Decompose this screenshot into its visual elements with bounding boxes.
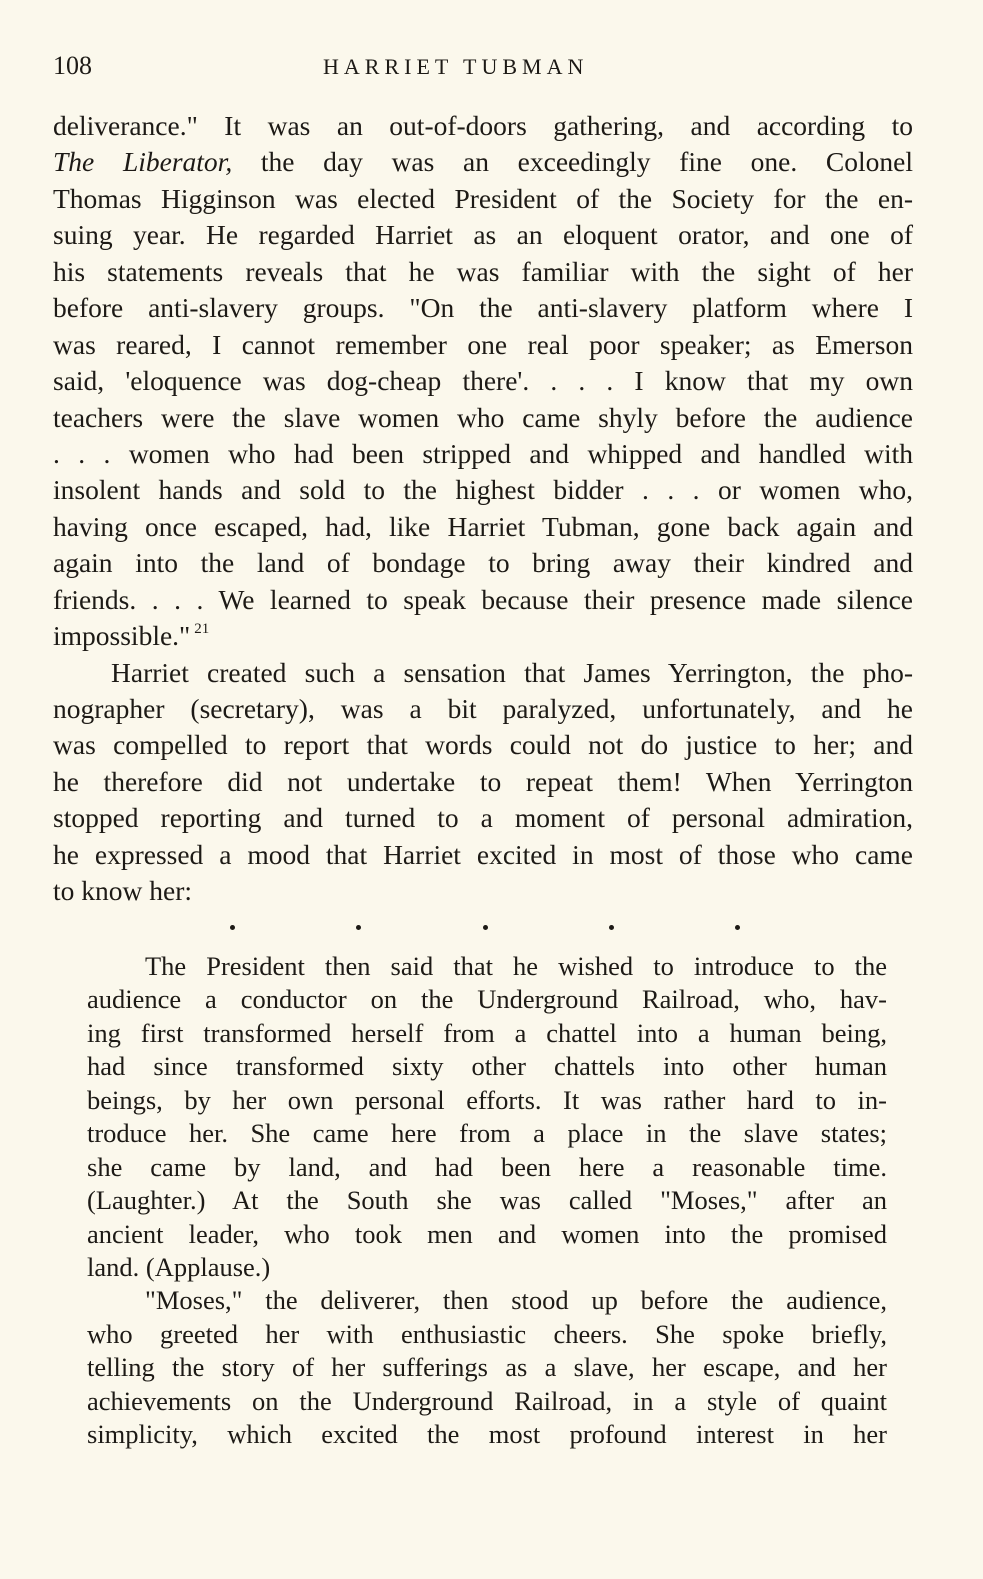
- quote-line: (Laughter.) At the South she was called "Moses," after an: [87, 1185, 887, 1216]
- footnote-reference: 21: [194, 621, 210, 638]
- quote-line: land. (Applause.): [87, 1251, 271, 1282]
- quote-line: who greeted her with enthusiastic cheers. She spoke briefly,: [87, 1318, 887, 1349]
- text-line: nographer (secretary), was a bit paralyzed, unfortunately, and he: [53, 693, 913, 724]
- text-line: stopped reporting and turned to a moment of personal admiration,: [53, 802, 913, 834]
- text-line: his statements reveals that he was familiar with the sight of her: [53, 255, 913, 287]
- text-line: before anti-slavery groups. "On the anti-slavery platform where I: [53, 292, 913, 324]
- dot-ornament: [735, 925, 740, 930]
- quote-line: ancient leader, who took men and women into the promised: [87, 1218, 887, 1249]
- text-line: he expressed a mood that Harriet excited in most of those who came: [53, 838, 913, 870]
- quote-line: troduce her. She came here from a place in the slave states;: [87, 1118, 887, 1149]
- section-break-dots: [230, 925, 740, 930]
- page-number: 108: [53, 51, 92, 80]
- text-line: insolent hands and sold to the highest bidder . . . or women who,: [53, 474, 913, 506]
- quote-line: ing first transformed herself from a chattel into a human being,: [87, 1017, 887, 1048]
- dot-ornament: [356, 925, 361, 930]
- quote-first-line: The President then said that he wished to introduce to the: [145, 951, 887, 981]
- text-line: having once escaped, had, like Harriet Tubman, gone back again and: [53, 510, 913, 542]
- quote-line: simplicity, which excited the most profound interest in her: [87, 1419, 887, 1450]
- quote-line: achievements on the Underground Railroad, in a style of quaint: [87, 1385, 887, 1416]
- text-line-rest: the day was an exceedingly fine one. Colonel: [260, 146, 913, 178]
- text-line-with-italic: [53, 144, 913, 180]
- text-line: he therefore did not undertake to repeat them! When Yerrington: [53, 765, 913, 797]
- italic-title: The Liberator,: [53, 146, 233, 178]
- quote-line: telling the story of her sufferings as a slave, her escape, and her: [87, 1352, 887, 1383]
- running-head: HARRIET TUBMAN: [323, 54, 589, 79]
- dot-ornament: [609, 925, 614, 930]
- main-body-text: [53, 108, 913, 910]
- text-line-body: impossible.": [53, 620, 191, 652]
- dot-ornament: [230, 925, 235, 930]
- page-header: [53, 50, 913, 86]
- block-quotation: [87, 950, 887, 1452]
- text-line: was reared, I cannot remember one real poor speaker; as Emerson: [53, 328, 913, 360]
- dot-ornament: [483, 925, 488, 930]
- quote-line: had since transformed sixty other chattels into other human: [87, 1051, 887, 1082]
- text-line: suing year. He regarded Harriet as an eloquent orator, and one of: [53, 219, 913, 251]
- text-line: deliverance." It was an out-of-doors gathering, and according to: [53, 110, 913, 141]
- text-line: to know her:: [53, 875, 193, 907]
- quote-line: beings, by her own personal efforts. It was rather hard to in-: [87, 1084, 887, 1115]
- text-line: Thomas Higginson was elected President of the Society for the en-: [53, 182, 913, 214]
- text-line: was compelled to report that words could not do justice to her; and: [53, 729, 913, 761]
- text-line: said, 'eloquence was dog-cheap there'. . . . I know that my own: [53, 365, 913, 397]
- paragraph-first-line: Harriet created such a sensation that James Yerrington, the pho-: [111, 656, 913, 688]
- text-line-with-footnote: [53, 618, 913, 654]
- text-line: . . . women who had been stripped and whipped and handled with: [53, 437, 913, 469]
- text-line: friends. . . . We learned to speak because their presence made silence: [53, 583, 913, 615]
- text-line: teachers were the slave women who came shyly before the audience: [53, 401, 913, 433]
- text-line: again into the land of bondage to bring away their kindred and: [53, 547, 913, 579]
- quote-paragraph-first-line: "Moses," the deliverer, then stood up before the audience,: [145, 1285, 887, 1316]
- quote-line: she came by land, and had been here a reasonable time.: [87, 1151, 887, 1182]
- quote-line: audience a conductor on the Underground Railroad, who, hav-: [87, 984, 887, 1015]
